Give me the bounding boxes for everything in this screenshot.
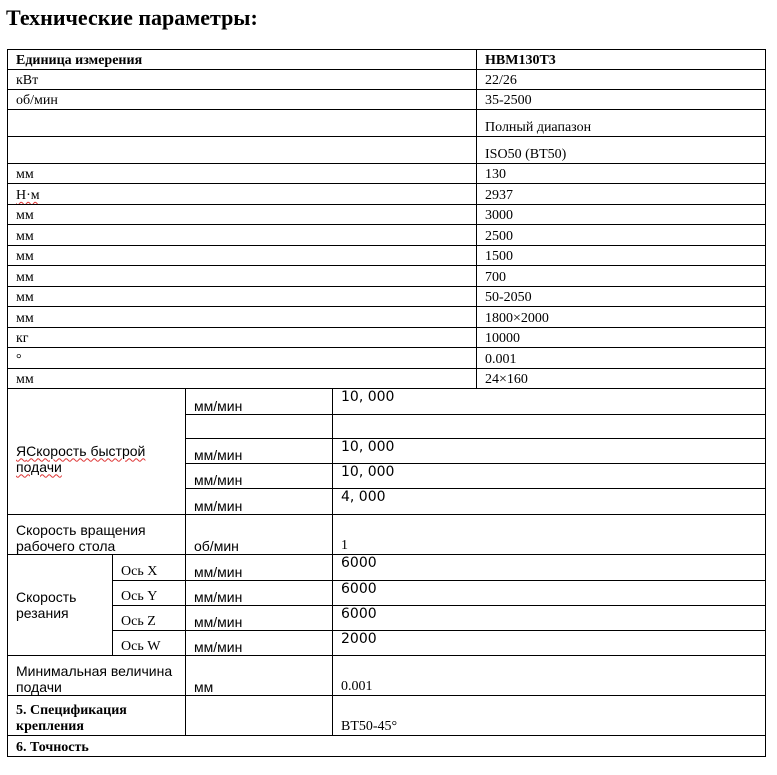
value-cell: 24×160 xyxy=(477,369,766,389)
mounting-value: BT50-45° xyxy=(333,696,766,736)
unit-cell: Н·м xyxy=(16,188,40,203)
unit-cell: кВт xyxy=(8,70,477,90)
unit-cell: мм xyxy=(8,266,477,287)
table-row xyxy=(8,164,766,184)
accuracy-row xyxy=(8,736,766,757)
value-cell: Полный диапазон xyxy=(477,110,766,137)
table-rotation-label: Скорость вращения рабочего стола xyxy=(8,515,186,555)
axis-cell: Ось Z xyxy=(113,606,186,631)
value-cell: 35-2500 xyxy=(477,90,766,110)
unit-cell: мм xyxy=(8,205,477,225)
rapid-feed-unit: мм/мин xyxy=(186,464,333,489)
unit-cell: мм xyxy=(8,246,477,266)
value-cell: 3000 xyxy=(477,205,766,225)
value-cell: 2500 xyxy=(477,225,766,246)
value-cell: 700 xyxy=(477,266,766,287)
unit-cell xyxy=(8,137,477,164)
unit-cell: мм xyxy=(8,287,477,307)
table-row xyxy=(8,348,766,369)
table-row xyxy=(8,287,766,307)
cutting-speed-row xyxy=(8,606,766,631)
spec-table xyxy=(7,49,766,757)
unit-cell: об/мин xyxy=(8,90,477,110)
table-row xyxy=(8,225,766,246)
cutting-speed-row xyxy=(8,581,766,606)
rapid-feed-value: 10, 000 xyxy=(333,389,766,415)
table-row xyxy=(8,266,766,287)
table-row xyxy=(8,369,766,389)
model-header: HBM130T3 xyxy=(477,50,766,70)
min-feed-unit: мм xyxy=(186,656,333,696)
table-rotation-unit: об/мин xyxy=(186,515,333,555)
page-title: Технические параметры: xyxy=(6,5,258,30)
rapid-feed-label: ЯСкорость быстрой подачи xyxy=(8,389,186,515)
table-row xyxy=(8,110,766,137)
axis-cell: Ось X xyxy=(113,555,186,581)
value-cell: ISO50 (BT50) xyxy=(477,137,766,164)
cutting-speed-value: 6000 xyxy=(333,555,766,581)
cutting-speed-row xyxy=(8,555,766,581)
table-row xyxy=(8,70,766,90)
table-header-row xyxy=(8,50,766,70)
table-row xyxy=(8,246,766,266)
accuracy-label: 6. Точность xyxy=(8,736,766,757)
cutting-speed-unit: мм/мин xyxy=(186,555,333,581)
rapid-feed-unit xyxy=(186,415,333,439)
table-row xyxy=(8,205,766,225)
table-row xyxy=(8,307,766,328)
min-feed-row xyxy=(8,656,766,696)
rapid-feed-unit: мм/мин xyxy=(186,489,333,515)
rapid-feed-unit: мм/мин xyxy=(186,439,333,464)
value-cell: 2937 xyxy=(477,184,766,205)
unit-cell: ° xyxy=(8,348,477,369)
table-rotation-value: 1 xyxy=(333,515,766,555)
mounting-label: 5. Спецификация крепления xyxy=(8,696,186,736)
mounting-row xyxy=(8,696,766,736)
value-cell: 130 xyxy=(477,164,766,184)
min-feed-label: Минимальная величина подачи xyxy=(8,656,186,696)
cutting-speed-row xyxy=(8,631,766,656)
cutting-speed-label: Скорость резания xyxy=(8,555,113,656)
axis-cell: Ось W xyxy=(113,631,186,656)
value-cell: 22/26 xyxy=(477,70,766,90)
cutting-speed-unit: мм/мин xyxy=(186,631,333,656)
value-cell: 1500 xyxy=(477,246,766,266)
table-row xyxy=(8,184,766,205)
axis-cell: Ось Y xyxy=(113,581,186,606)
rapid-feed-unit: мм/мин xyxy=(186,389,333,415)
table-row xyxy=(8,137,766,164)
value-cell: 1800×2000 xyxy=(477,307,766,328)
unit-cell: мм xyxy=(8,369,477,389)
cutting-speed-unit: мм/мин xyxy=(186,581,333,606)
cutting-speed-value: 2000 xyxy=(333,631,766,656)
unit-cell xyxy=(8,110,477,137)
rapid-feed-value: 10, 000 xyxy=(333,439,766,464)
unit-cell: мм xyxy=(8,225,477,246)
value-cell: 10000 xyxy=(477,328,766,348)
unit-cell: мм xyxy=(8,164,477,184)
table-row xyxy=(8,328,766,348)
unit-cell: кг xyxy=(8,328,477,348)
table-rotation-row xyxy=(8,515,766,555)
cutting-speed-value: 6000 xyxy=(333,581,766,606)
value-cell: 50-2050 xyxy=(477,287,766,307)
rapid-feed-row xyxy=(8,389,766,415)
cutting-speed-unit: мм/мин xyxy=(186,606,333,631)
rapid-feed-value xyxy=(333,415,766,439)
unit-cell: мм xyxy=(8,307,477,328)
table-row xyxy=(8,90,766,110)
value-cell: 0.001 xyxy=(477,348,766,369)
cutting-speed-value: 6000 xyxy=(333,606,766,631)
min-feed-value: 0.001 xyxy=(333,656,766,696)
rapid-feed-value: 10, 000 xyxy=(333,464,766,489)
unit-header: Единица измерения xyxy=(8,50,477,70)
rapid-feed-value: 4, 000 xyxy=(333,489,766,515)
